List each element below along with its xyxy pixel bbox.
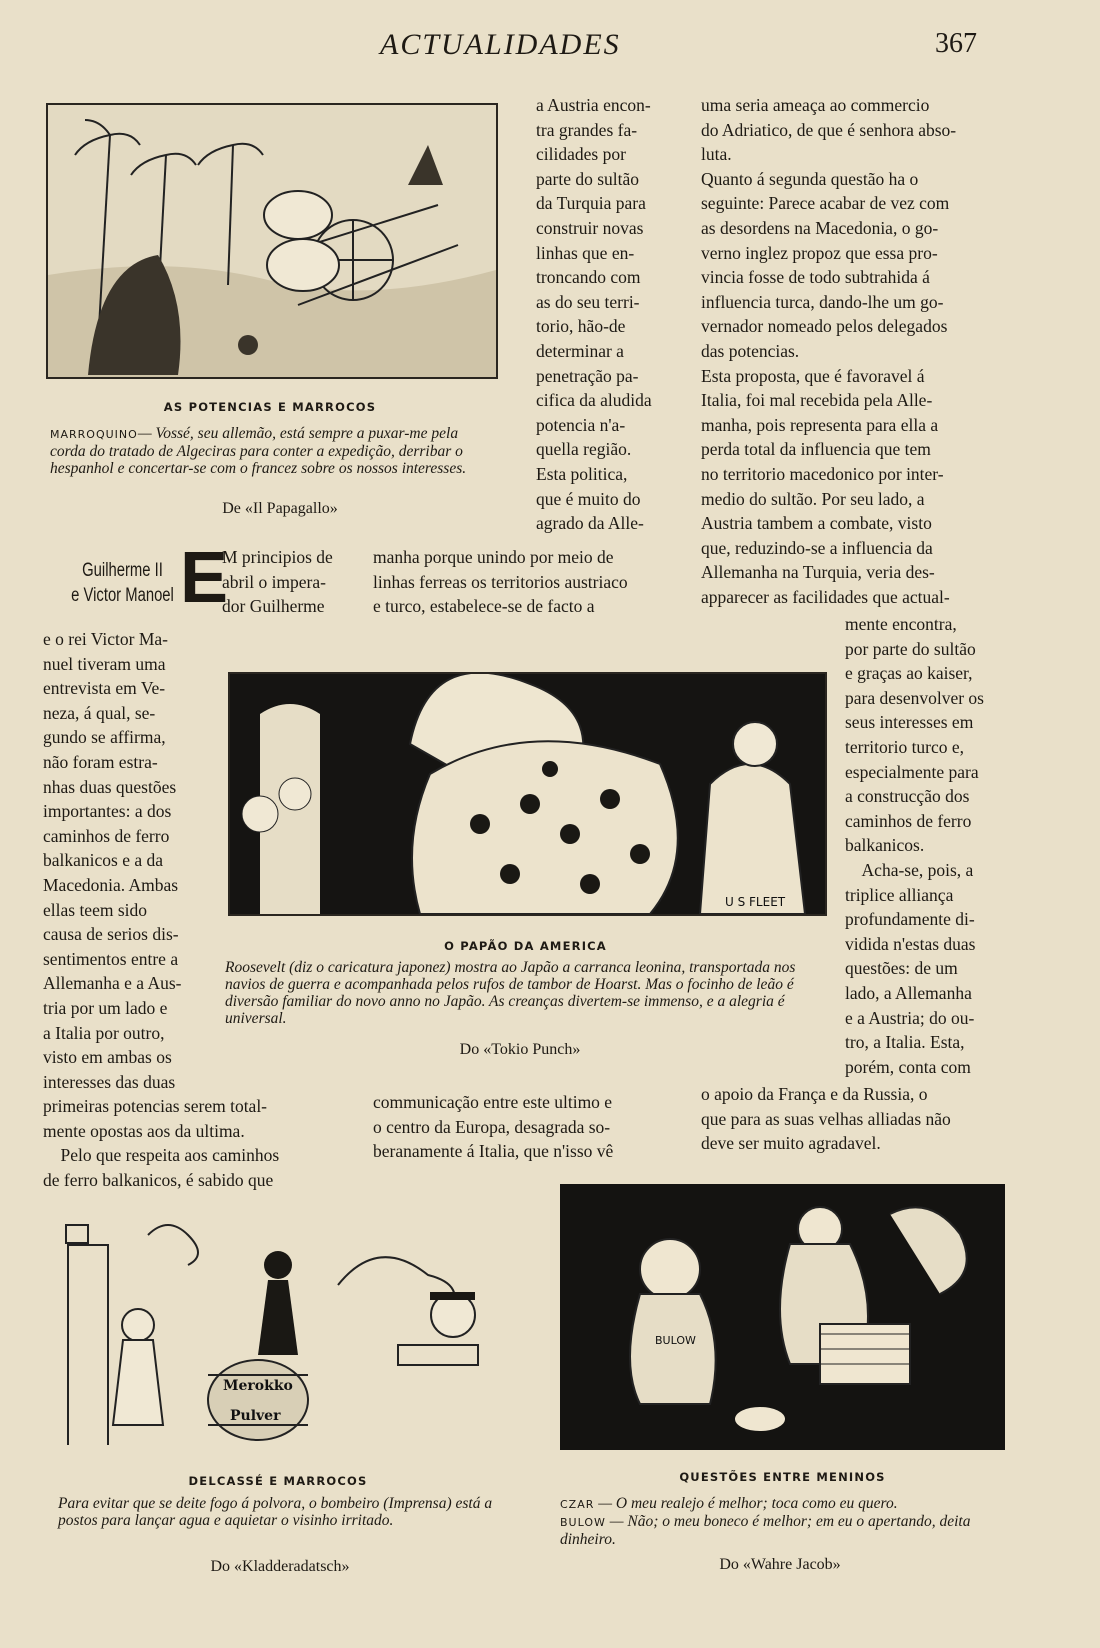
cartoon3-title: DELCASSÉ E MARROCOS [188, 1474, 368, 1488]
text-line: primeiras potencias serem total- [43, 1096, 268, 1116]
text-line: Acha-se, pois, a [845, 859, 974, 880]
text-line: não foram estra- [43, 751, 158, 772]
text-line: Austria tambem a combate, visto [701, 513, 932, 534]
column1-intro [222, 545, 352, 619]
text-line: potencia n'a- [536, 414, 626, 435]
cartoon4-line1-wrap [560, 1495, 1005, 1513]
column1-wide [43, 1094, 351, 1192]
article-side-title [64, 558, 181, 608]
cartoon-delcasse-marrocos-drawing [58, 1205, 498, 1455]
cartoon4-line2-wrap [560, 1513, 1005, 1548]
cartoon4-speaker1: CZAR [560, 1498, 595, 1511]
text-line: Pelo que respeita aos caminhos [43, 1145, 280, 1166]
text-line: e a Austria; do ou- [845, 1007, 975, 1028]
text-line: balkanicos. [845, 835, 925, 856]
text-line: perda total da influencia que tem [701, 439, 931, 460]
text-line: Quanto á segunda questão ha o [701, 168, 919, 189]
text-line: linhas que en- [536, 242, 635, 263]
text-line: por parte do sultão [845, 638, 976, 659]
column1-body [43, 627, 208, 1094]
cartoon3-source: Do «Kladderadatsch» [210, 1558, 350, 1575]
text-line: tro, a Italia. Esta, [845, 1032, 965, 1053]
text-line: tria por um lado e [43, 997, 168, 1018]
cartoon-delcasse-marrocos [58, 1205, 498, 1455]
text-line: interesses das duas [43, 1071, 176, 1092]
text-line: Macedonia. Ambas [43, 874, 179, 895]
text-line: quella região. [536, 439, 632, 460]
text-line: determinar a [536, 340, 624, 361]
text-line: dor Guilherme [222, 596, 325, 617]
side-title-line1: Guilherme II [82, 560, 163, 581]
text-line: communicação entre este ultimo e [373, 1092, 613, 1112]
text-line: que para as suas velhas alliadas não [701, 1108, 951, 1129]
text-line: entrevista em Ve- [43, 678, 166, 699]
text-line: tra grandes fa- [536, 119, 638, 140]
text-line: mente encontra, [845, 614, 957, 634]
column3-top [701, 93, 1009, 609]
text-line: da Turquia para [536, 193, 646, 214]
text-line: cilidades por [536, 144, 626, 165]
cartoon3-barrel-top: Merokko [223, 1378, 293, 1394]
text-line: das potencias. [701, 340, 800, 361]
text-line: que, reduzindo-se a influencia da [701, 537, 933, 558]
text-line: as desordens na Macedonia, o go- [701, 217, 939, 238]
text-line: a construcção dos [845, 786, 970, 807]
cartoon4-caption [560, 1495, 1005, 1548]
cartoon2-label: U S FLEET [725, 895, 786, 909]
text-line: Italia, foi mal recebida pela Alle- [701, 390, 933, 411]
text-line: manha, pois representa para ella a [701, 414, 939, 435]
text-line: nuel tiveram uma [43, 653, 166, 674]
text-line: do Adriatico, de que é senhora abso- [701, 119, 957, 140]
cartoon4-title: QUESTÕES ENTRE MENINOS [679, 1470, 886, 1484]
cartoon-questoes-meninos [560, 1184, 1005, 1450]
text-line: balkanicos e a da [43, 850, 164, 871]
text-line: Esta proposta, que é favoravel á [701, 365, 925, 386]
cartoon4-line1: — O meu realejo é melhor; toca como eu quero. [598, 1495, 898, 1512]
cartoon4-source: Do «Wahre Jacob» [719, 1556, 841, 1573]
text-line: o centro da Europa, desagrada so- [373, 1116, 611, 1137]
text-line: torio, hão-de [536, 316, 626, 337]
text-line: de ferro balkanicos, é sabido que [43, 1169, 274, 1190]
cartoon1-speaker: MARROQUINO [50, 428, 138, 441]
text-line: triplice alliança [845, 884, 954, 905]
cartoon3-caption: Para evitar que se deite fogo á polvora, o bombeiro (Imprensa) está a postos para lançar agua e aquietar o visinho irritado. [58, 1495, 493, 1529]
text-line: as do seu terri- [536, 291, 640, 312]
side-title-line2: e Victor Manoel [71, 585, 174, 606]
text-line: e turco, estabelece-se de facto a [373, 596, 595, 617]
text-line: parte do sultão [536, 168, 640, 189]
text-line: especialmente para [845, 761, 979, 782]
cartoon2-caption: Roosevelt (diz o caricatura japonez) mostra ao Japão a carranca leonina, transportada nos navios de guerra e acompanhada pelos rufos de tambor de Hoarst. Mas o focinho de leão é diversão familiar do novo anno no Japão. As creanças divertem-se immenso, e a alegria é universal. [225, 959, 796, 1027]
cartoon4-speaker2: BULOW [560, 1516, 606, 1529]
text-line: porém, conta com [845, 1056, 971, 1077]
text-line: a Italia por outro, [43, 1022, 165, 1043]
cartoon2-title: O PAPÃO DA AMERICA [444, 939, 607, 953]
cartoon4-line2: — Não; o meu boneco é melhor; em eu o apertando, deita dinheiro. [560, 1513, 971, 1548]
cartoon1-title: AS POTENCIAS E MARROCOS [163, 400, 377, 414]
cartoon-papao-america-drawing [230, 674, 825, 914]
text-line: troncando com [536, 267, 641, 288]
text-line: e graças ao kaiser, [845, 663, 973, 684]
text-line: seguinte: Parece acabar de vez com [701, 193, 950, 214]
text-line: causa de serios dis- [43, 924, 179, 945]
text-line: verno inglez propoz que essa pro- [701, 242, 938, 263]
cartoon3-barrel-bottom: Pulver [230, 1408, 281, 1424]
text-line: para desenvolver os [845, 687, 984, 708]
text-line: sentimentos entre a [43, 948, 179, 969]
text-line: luta. [701, 144, 732, 165]
text-line: Esta politica, [536, 463, 628, 484]
text-line: M principios de [222, 547, 333, 567]
text-line: vernador nomeado pelos delegados [701, 316, 948, 337]
text-line: caminhos de ferro [845, 810, 972, 831]
column2-bottom [373, 1090, 681, 1164]
column2-mid [373, 545, 681, 619]
text-line: vincia fosse de todo subtrahida á [701, 267, 930, 288]
text-line: cifica da aludida [536, 390, 652, 411]
text-line: construir novas [536, 217, 644, 238]
text-line: medio do sultão. Por seu lado, a [701, 488, 925, 509]
column3-bottom [701, 1082, 1009, 1156]
text-line: visto em ambas os [43, 1047, 172, 1068]
text-line: mente opostas aos da ultima. [43, 1120, 245, 1141]
text-line: penetração pa- [536, 365, 639, 386]
column3-narrow [845, 612, 1010, 1079]
text-line: gundo se affirma, [43, 727, 166, 748]
cartoon-potencias-marrocos [46, 103, 498, 379]
text-line: importantes: a dos [43, 801, 172, 822]
text-line: a Austria encon- [536, 95, 651, 115]
cartoon-potencias-marrocos-drawing [48, 105, 496, 377]
running-header-title: ACTUALIDADES [380, 28, 621, 61]
text-line: seus interesses em [845, 712, 974, 733]
cartoon1-caption-text: — Vossé, seu allemão, está sempre a puxar-me pela corda do tratado de Algeciras para conter a expedição, derribar o hespanhol e concertar-se com o francez sobre os nossos interesses. [50, 425, 467, 477]
text-line: beranamente á Italia, que n'isso vê [373, 1141, 614, 1162]
cartoon2-source: Do «Tokio Punch» [459, 1041, 581, 1058]
text-line: neza, á qual, se- [43, 702, 156, 723]
cartoon1-source: De «Il Papagallo» [222, 500, 338, 517]
text-line: agrado da Alle- [536, 513, 644, 534]
drop-cap: E [180, 538, 229, 618]
text-line: que é muito do [536, 488, 641, 509]
text-line: Allemanha na Turquia, veria des- [701, 562, 935, 583]
text-line: no territorio macedonico por inter- [701, 463, 944, 484]
text-line: lado, a Allemanha [845, 982, 972, 1003]
text-line: abril o impera- [222, 571, 326, 592]
text-line: apparecer as facilidades que actual- [701, 586, 950, 607]
text-line: manha porque unindo por meio de [373, 547, 614, 567]
page-number: 367 [935, 28, 977, 59]
text-line: e o rei Victor Ma- [43, 629, 168, 649]
text-line: profundamente di- [845, 909, 975, 930]
text-line: nhas duas questões [43, 776, 177, 797]
cartoon-papao-america [228, 672, 827, 916]
cartoon-questoes-meninos-drawing [560, 1184, 1005, 1450]
text-line: deve ser muito agradavel. [701, 1133, 881, 1154]
cartoon1-caption [50, 425, 490, 477]
text-line: o apoio da França e da Russia, o [701, 1084, 928, 1104]
text-line: influencia turca, dando-lhe um go- [701, 291, 944, 312]
text-line: vidida n'estas duas [845, 933, 976, 954]
text-line: uma seria ameaça ao commercio [701, 95, 930, 115]
text-line: ellas teem sido [43, 899, 148, 920]
text-line: Allemanha e a Aus- [43, 973, 182, 994]
column2-top [536, 93, 681, 536]
text-line: questões: de um [845, 958, 958, 979]
text-line: linhas ferreas os territorios austriaco [373, 571, 628, 592]
text-line: territorio turco e, [845, 736, 965, 757]
text-line: caminhos de ferro [43, 825, 170, 846]
cartoon4-label: BULOW [655, 1334, 696, 1347]
